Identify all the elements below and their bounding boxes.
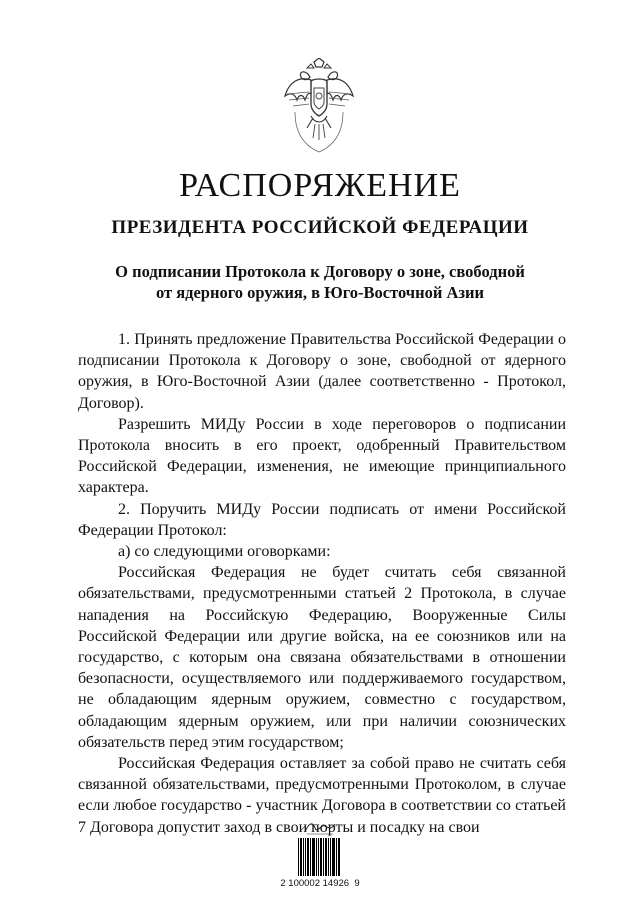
paragraph: 2. Поручить МИДу России подписать от имени Российской Федерации Протокол: [78, 500, 566, 539]
document-title: РАСПОРЯЖЕНИЕ [179, 167, 461, 204]
signature-mark-icon [303, 818, 337, 836]
paragraph: Разрешить МИДу России в ходе переговоров о подписании Протокола вносить в его проект, одобренный Правительством Российской Федерации, изменения, не имеющие принципиального характера. [78, 415, 566, 497]
barcode-icon [298, 838, 340, 876]
paragraph: Российская Федерация не будет считать себя связанной обязательствами, предусмотренными статьей 2 Протокола, в случае нападения на Российскую Федерацию, Вооруженные Силы Российской Федерации или другие войска, на ее союзников или на государство, с которым она связана обязательствами в отношении безопасности, осуществляемого или поддерживаемого государством, не обладающим ядерным оружием, совместно с государством, обладающим ядерным оружием, или при наличии союзнических обязательств перед этим государством; [78, 564, 566, 751]
document-heading [90, 261, 550, 303]
heading-line-2: от ядерного оружия, в Юго-Восточной Азии [155, 283, 485, 302]
document-subtitle: ПРЕЗИДЕНТА РОССИЙСКОЙ ФЕДЕРАЦИИ [111, 217, 529, 238]
document-body [78, 329, 566, 838]
paragraph: Российская Федерация оставляет за собой право не считать себя связанной обязательствами, предусмотренными Протоколом, в случае если любое государство - участник Договора в соответствии со статьей 7 Договора допустит заход в свои порты и посадку на свои [78, 755, 566, 836]
coat-of-arms-icon [281, 58, 357, 154]
paragraph: 1. Принять предложение Правительства Российской Федерации о подписании Протокола к Договору о зоне, свободной от ядерного оружия, в Юго-Восточной Азии (далее соответственно - Протокол, Договор). [78, 331, 566, 412]
barcode-number: 2 100002 14926 9 [280, 878, 360, 889]
heading-line-1: О подписании Протокола к Договору о зоне, свободной [115, 262, 525, 281]
paragraph: а) со следующими оговорками: [118, 543, 331, 561]
